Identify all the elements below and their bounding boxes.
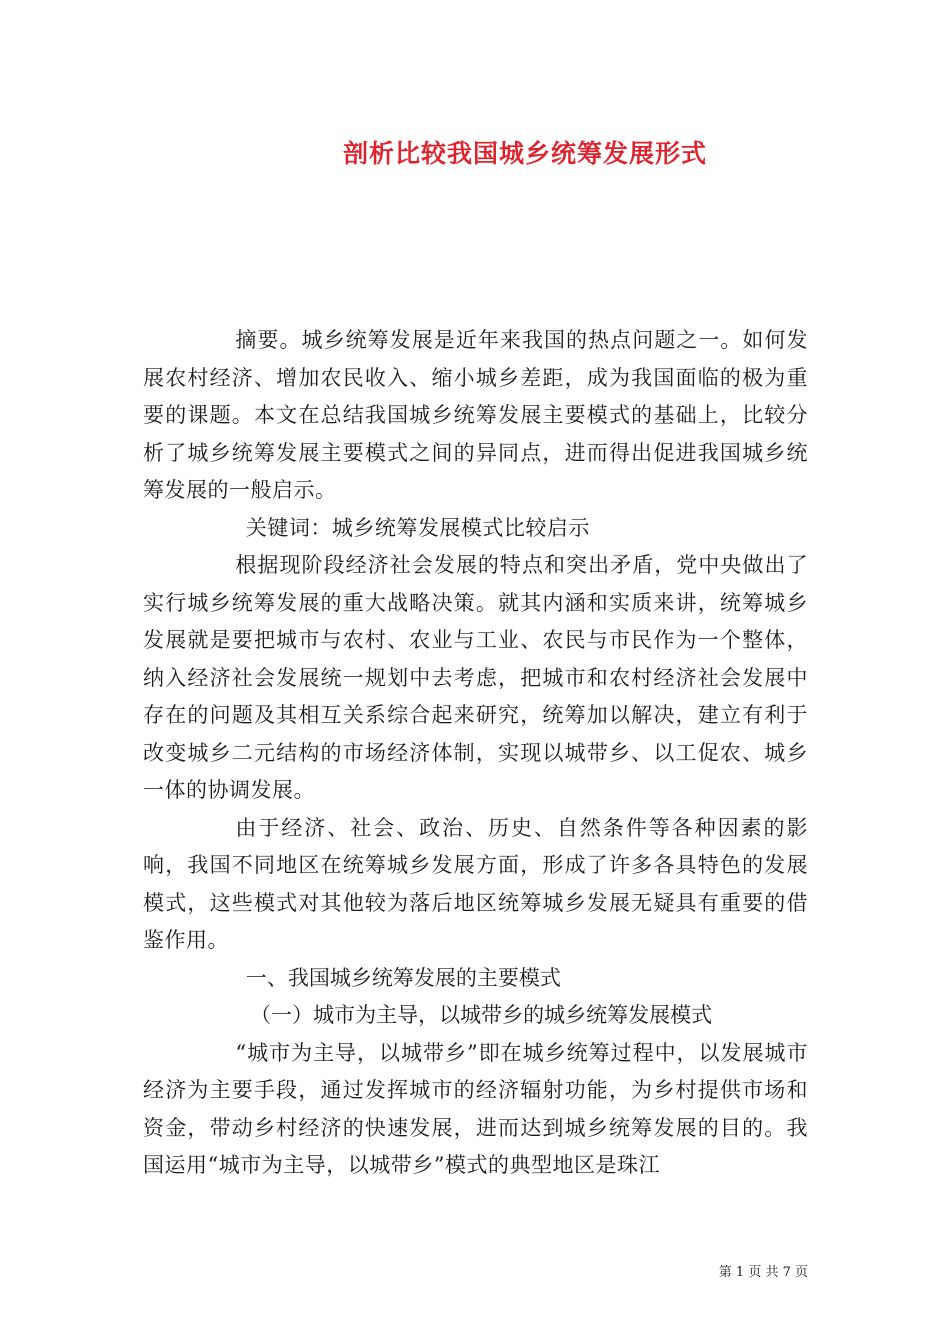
document-title: 剖析比较我国城乡统筹发展形式: [342, 139, 707, 168]
body-paragraph: 根据现阶段经济社会发展的特点和突出矛盾，党中央做出了实行城乡统筹发展的重大战略决策。就其内涵和实质来讲，统筹城乡发展就是要把城市与农村、农业与工业、农民与市民作为一个整体，纳入经济社会发展统一规划中去考虑，把城市和农村经济社会发展中存在的问题及其相互关系综合起来研究，统筹加以解决，建立有利于改变城乡二元结构的市场经济体制，实现以城带乡、以工促农、城乡一体的协调发展。: [143, 553, 808, 802]
subsection-heading: （一）城市为主导，以城带乡的城乡统筹发展模式: [250, 1003, 713, 1027]
body-paragraph: 由于经济、社会、政治、历史、自然条件等各种因素的影响，我国不同地区在统筹城乡发展方面，形成了许多各具特色的发展模式，这些模式对其他较为落后地区统筹城乡发展无疑具有重要的借鉴作用。: [143, 815, 808, 952]
document-body: [143, 322, 808, 1185]
page-number: 第 1 页 共 7 页: [718, 1265, 808, 1280]
abstract-paragraph: 摘要。城乡统筹发展是近年来我国的热点问题之一。如何发展农村经济、增加农民收入、缩小城乡差距，成为我国面临的极为重要的课题。本文在总结我国城乡统筹发展主要模式的基础上，比较分析了城乡统筹发展主要模式之间的异同点，进而得出促进我国城乡统筹发展的一般启示。: [143, 328, 808, 502]
body-paragraph: “城市为主导，以城带乡”即在城乡统筹过程中，以发展城市经济为主要手段，通过发挥城市的经济辐射功能，为乡村提供市场和资金，带动乡村经济的快速发展，进而达到城乡统筹发展的目的。我国运用“城市为主导，以城带乡”模式的典型地区是珠江: [143, 1040, 808, 1177]
section-heading: 一、我国城乡统筹发展的主要模式: [245, 965, 561, 990]
keywords-paragraph: 关键词：城乡统筹发展模式比较启示: [245, 515, 590, 540]
